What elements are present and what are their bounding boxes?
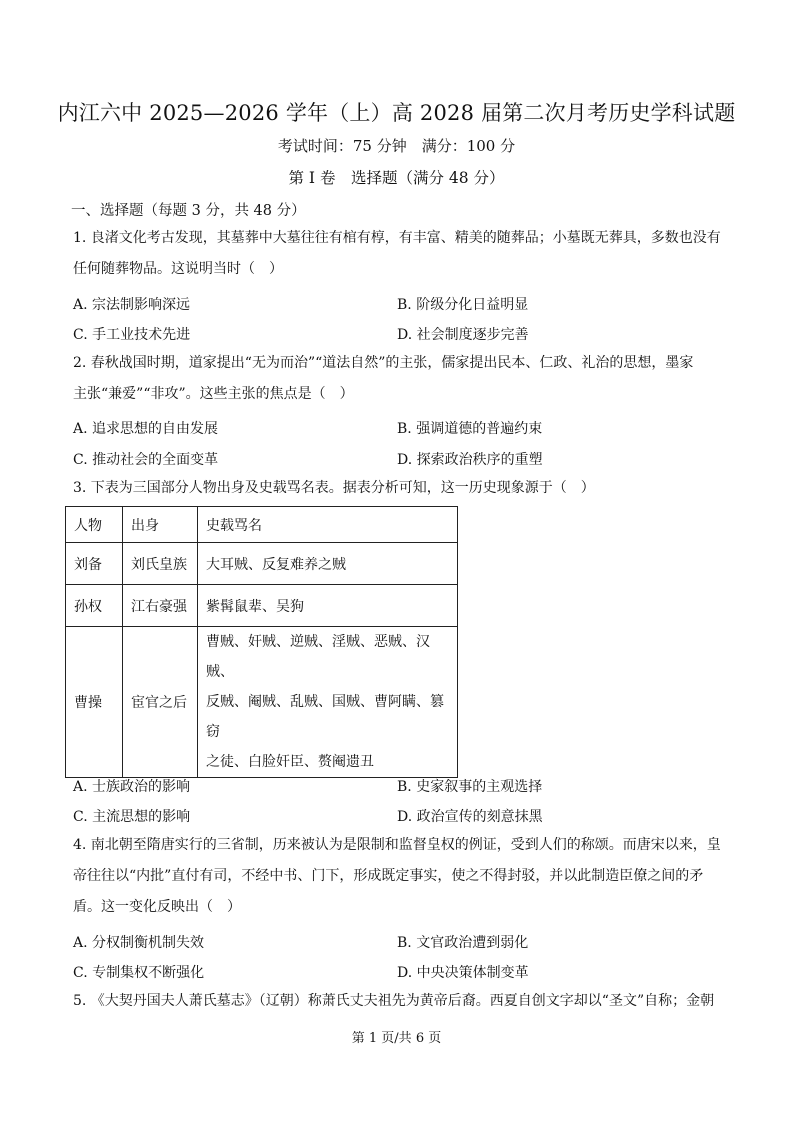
table-header-row [66, 507, 458, 543]
question-1-line-1: 1. 良渚文化考古发现，其墓葬中大墓往往有棺有椁，有丰富、精美的随葬品；小墓既无葬具，多数也没有 [73, 230, 721, 246]
table-cell-names [198, 627, 458, 778]
question-4-line-2: 帝往往以“内批”直付有司，不经中书、门下，形成既定事实，使之不得封驳，并以此制造臣僚之间的矛 [73, 868, 704, 884]
table-cell-person: 孙权 [66, 585, 123, 627]
table-row [66, 585, 458, 627]
question-3 [73, 473, 723, 504]
table-cell-origin: 刘氏皇族 [123, 543, 198, 585]
question-4-line-1: 4. 南北朝至隋唐实行的三省制，历来被认为是限制和监督皇权的例证，受到人们的称颂。而唐宋以来，皇 [73, 837, 721, 853]
table-header-cell: 人物 [66, 507, 123, 543]
question-2-option-c[interactable]: C. 推动社会的全面变革 [73, 452, 219, 468]
question-4-option-a[interactable]: A. 分权制衡机制失效 [73, 935, 205, 951]
part-heading: 第 I 卷 选择题（满分 48 分） [288, 169, 505, 187]
table-cell-names-line: 曹贼、奸贼、逆贼、淫贼、恶贼、汉贼、 [206, 634, 430, 680]
table-cell-person: 曹操 [66, 627, 123, 778]
page-number: 第 1 页/共 6 页 [351, 1031, 442, 1046]
question-4 [73, 830, 723, 923]
question-1-option-c[interactable]: C. 手工业技术先进 [73, 327, 191, 343]
table-cell-names-line: 反贼、阉贼、乱贼、国贼、曹阿瞒、篡窃 [206, 694, 444, 740]
table-row [66, 627, 458, 778]
question-3-option-b[interactable]: B. 史家叙事的主观选择 [397, 779, 543, 795]
question-3-option-a[interactable]: A. 士族政治的影响 [73, 779, 191, 795]
exam-title: 内江六中 2025—2026 学年（上）高 2028 届第二次月考历史学科试题 [57, 101, 736, 125]
question-1-line-2: 任何随葬物品。这说明当时（ ） [73, 261, 283, 277]
figures-table [65, 506, 458, 778]
question-2-option-b[interactable]: B. 强调道德的普遍约束 [397, 421, 543, 437]
question-1-option-a[interactable]: A. 宗法制影响深远 [73, 297, 191, 313]
table-header-cell: 史载骂名 [198, 507, 458, 543]
question-2-option-d[interactable]: D. 探索政治秩序的重塑 [397, 452, 543, 468]
question-2 [73, 348, 723, 410]
table-cell-names: 大耳贼、反复难养之贼 [198, 543, 458, 585]
table-cell-names: 紫髯鼠辈、吴狗 [198, 585, 458, 627]
question-4-option-b[interactable]: B. 文官政治遭到弱化 [397, 935, 529, 951]
question-3-line-1: 3. 下表为三国部分人物出身及史载骂名表。据表分析可知，这一历史现象源于（ ） [73, 480, 595, 496]
table-header-cell: 出身 [123, 507, 198, 543]
question-3-option-c[interactable]: C. 主流思想的影响 [73, 809, 191, 825]
table-row [66, 543, 458, 585]
question-2-line-2: 主张“兼爱”“非攻”。这些主张的焦点是（ ） [73, 386, 354, 402]
question-5-line-1: 5. 《大契丹国夫人萧氏墓志》（辽朝）称萧氏丈夫祖先为黄帝后裔。西夏自创文字却以“圣文”自称；金朝 [73, 993, 715, 1009]
question-3-option-d[interactable]: D. 政治宣传的刻意抹黑 [397, 809, 543, 825]
question-2-line-1: 2. 春秋战国时期，道家提出“无为而治”“道法自然”的主张，儒家提出民本、仁政、礼治的思想，墨家 [73, 355, 694, 371]
table-cell-names-line: 之徒、白脸奸臣、赘阉遗丑 [206, 754, 374, 770]
exam-info: 考试时间：75 分钟 满分：100 分 [277, 137, 516, 155]
question-1 [73, 223, 723, 285]
question-2-option-a[interactable]: A. 追求思想的自由发展 [73, 421, 219, 437]
question-4-line-3: 盾。这一变化反映出（ ） [73, 899, 241, 915]
question-1-option-d[interactable]: D. 社会制度逐步完善 [397, 327, 529, 343]
table-cell-origin: 宦官之后 [123, 627, 198, 778]
section-heading: 一、选择题（每题 3 分，共 48 分） [71, 203, 306, 219]
table-cell-origin: 江右豪强 [123, 585, 198, 627]
question-1-option-b[interactable]: B. 阶级分化日益明显 [397, 297, 529, 313]
question-4-option-d[interactable]: D. 中央决策体制变革 [397, 965, 529, 981]
table-cell-person: 刘备 [66, 543, 123, 585]
question-5 [73, 986, 723, 1017]
question-4-option-c[interactable]: C. 专制集权不断强化 [73, 965, 205, 981]
